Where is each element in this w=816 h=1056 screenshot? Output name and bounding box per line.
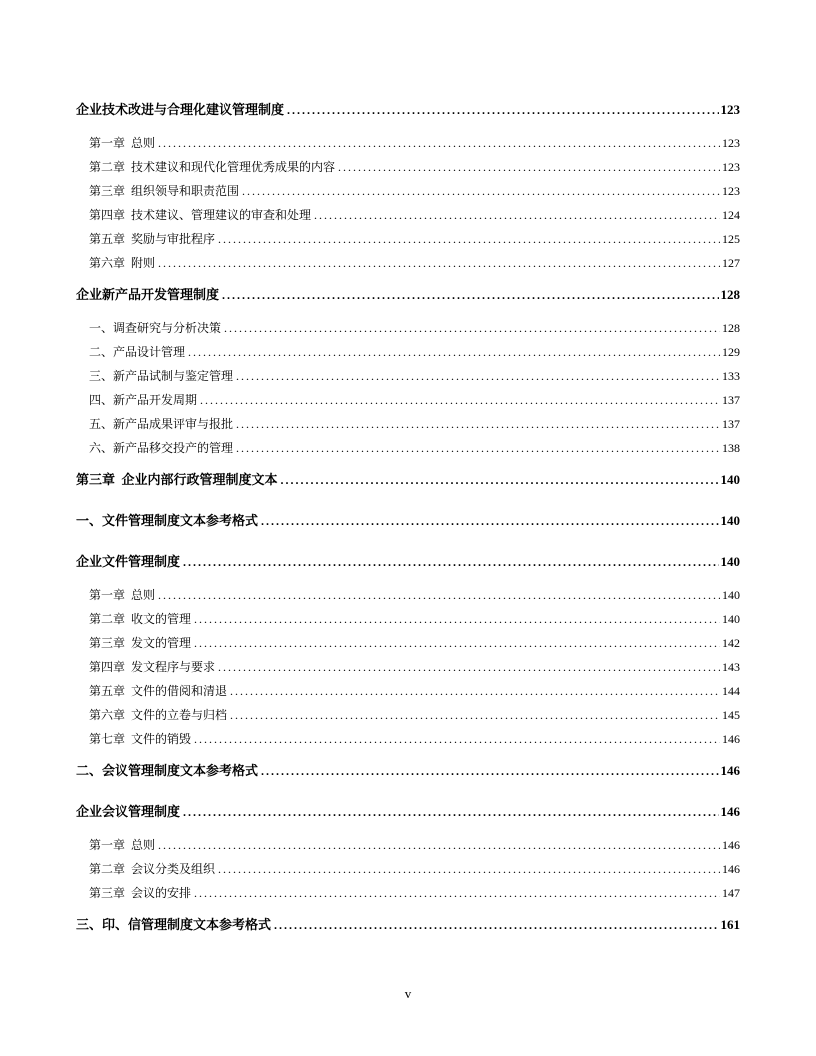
- toc-entry-row[interactable]: [76, 583, 740, 607]
- toc-entry-row[interactable]: [76, 436, 740, 460]
- toc-entry-label: 第三章 发文的管理: [89, 636, 192, 650]
- dot-leader: [222, 283, 718, 307]
- toc-entry-page: 128: [722, 321, 740, 335]
- toc-entry-row[interactable]: [76, 203, 740, 227]
- toc-entry-label: 四、新产品开发周期: [89, 393, 198, 407]
- toc-entry-row[interactable]: [76, 227, 740, 251]
- toc-entry-row[interactable]: [76, 857, 740, 881]
- toc-entry-page: 128: [720, 287, 740, 302]
- toc-entry-page: 145: [722, 708, 740, 722]
- toc-entry-label: 第六章 附则: [89, 256, 156, 270]
- dot-leader: [200, 388, 720, 412]
- toc-entry-label: 二、会议管理制度文本参考格式: [76, 763, 259, 778]
- dot-leader: [218, 655, 720, 679]
- toc-entry-row[interactable]: [76, 179, 740, 203]
- dot-leader: [261, 759, 718, 783]
- toc-entry-row[interactable]: [76, 727, 740, 751]
- dot-leader: [194, 727, 720, 751]
- footer-page-number: v: [404, 986, 412, 1001]
- toc-entry-page: 140: [722, 588, 740, 602]
- toc-entry-label: 企业新产品开发管理制度: [76, 287, 220, 302]
- dot-leader: [236, 412, 720, 436]
- toc-entry-row[interactable]: [76, 364, 740, 388]
- toc-entry-page: 140: [722, 612, 740, 626]
- toc-entry-page: 127: [722, 256, 740, 270]
- toc-entry-page: 123: [722, 160, 740, 174]
- toc-heading-row[interactable]: [76, 468, 740, 492]
- dot-leader: [287, 98, 718, 122]
- toc-entry-page: 125: [722, 232, 740, 246]
- toc-heading-row[interactable]: [76, 550, 740, 574]
- dot-leader: [314, 203, 720, 227]
- toc-entry-page: 124: [722, 208, 740, 222]
- dot-leader: [194, 881, 720, 905]
- toc-entry-label: 第一章 总则: [89, 838, 156, 852]
- toc-entry-page: 140: [720, 554, 740, 569]
- dot-leader: [158, 251, 720, 275]
- toc-entry-label: 一、调查研究与分析决策: [89, 321, 222, 335]
- dot-leader: [183, 800, 718, 824]
- toc-entry-page: 140: [720, 513, 740, 528]
- dot-leader: [218, 227, 720, 251]
- dot-leader: [236, 436, 720, 460]
- toc-entry-label: 第三章 企业内部行政管理制度文本: [76, 472, 278, 487]
- toc-entry-label: 二、产品设计管理: [89, 345, 186, 359]
- toc-entry-label: 企业会议管理制度: [76, 804, 181, 819]
- toc-entry-page: 142: [722, 636, 740, 650]
- toc-entry-page: 123: [722, 184, 740, 198]
- toc-entry-label: 第二章 会议分类及组织: [89, 862, 216, 876]
- toc-entry-label: 一、文件管理制度文本参考格式: [76, 513, 259, 528]
- dot-leader: [158, 131, 720, 155]
- toc-heading-row[interactable]: [76, 913, 740, 937]
- toc-entry-label: 企业技术改进与合理化建议管理制度: [76, 102, 285, 117]
- toc-entry-label: 第二章 技术建议和现代化管理优秀成果的内容: [89, 160, 336, 174]
- toc-entry-label: 第五章 奖励与审批程序: [89, 232, 216, 246]
- toc-entry-page: 147: [722, 886, 740, 900]
- toc-entry-row[interactable]: [76, 703, 740, 727]
- dot-leader: [236, 364, 720, 388]
- dot-leader: [224, 316, 720, 340]
- toc-entry-page: 146: [722, 732, 740, 746]
- toc-entry-row[interactable]: [76, 251, 740, 275]
- toc-entry-row[interactable]: [76, 131, 740, 155]
- dot-leader: [194, 607, 720, 631]
- toc-entry-label: 第一章 总则: [89, 136, 156, 150]
- toc-entry-row[interactable]: [76, 412, 740, 436]
- toc-entry-label: 第三章 组织领导和职责范围: [89, 184, 240, 198]
- dot-leader: [230, 679, 720, 703]
- toc-entry-row[interactable]: [76, 655, 740, 679]
- toc-entry-label: 第一章 总则: [89, 588, 156, 602]
- toc-heading-row[interactable]: [76, 759, 740, 783]
- toc-heading-row[interactable]: [76, 509, 740, 533]
- toc-entry-page: 146: [720, 763, 740, 778]
- toc-entry-row[interactable]: [76, 607, 740, 631]
- dot-leader: [274, 913, 718, 937]
- toc-entry-label: 五、新产品成果评审与报批: [89, 417, 234, 431]
- table-of-contents: [76, 90, 740, 946]
- toc-entry-row[interactable]: [76, 388, 740, 412]
- toc-entry-label: 第四章 技术建议、管理建议的审查和处理: [89, 208, 312, 222]
- toc-entry-label: 三、新产品试制与鉴定管理: [89, 369, 234, 383]
- dot-leader: [261, 509, 718, 533]
- toc-entry-page: 138: [722, 441, 740, 455]
- toc-entry-page: 144: [722, 684, 740, 698]
- toc-entry-page: 123: [720, 102, 740, 117]
- dot-leader: [183, 550, 718, 574]
- toc-entry-page: 140: [720, 472, 740, 487]
- toc-entry-label: 第五章 文件的借阅和清退: [89, 684, 228, 698]
- dot-leader: [194, 631, 720, 655]
- toc-entry-label: 六、新产品移交投产的管理: [89, 441, 234, 455]
- toc-entry-label: 第七章 文件的销毁: [89, 732, 192, 746]
- toc-entry-label: 第二章 收文的管理: [89, 612, 192, 626]
- toc-entry-page: 137: [722, 417, 740, 431]
- toc-entry-page: 146: [722, 838, 740, 852]
- toc-entry-page: 123: [722, 136, 740, 150]
- toc-entry-row[interactable]: [76, 340, 740, 364]
- toc-entry-row[interactable]: [76, 679, 740, 703]
- toc-heading-row[interactable]: [76, 98, 740, 122]
- toc-entry-label: 第三章 会议的安排: [89, 886, 192, 900]
- toc-entry-label: 三、印、信管理制度文本参考格式: [76, 917, 272, 932]
- toc-heading-row[interactable]: [76, 283, 740, 307]
- dot-leader: [338, 155, 720, 179]
- dot-leader: [230, 703, 720, 727]
- dot-leader: [218, 857, 720, 881]
- toc-entry-row[interactable]: [76, 833, 740, 857]
- toc-entry-row[interactable]: [76, 155, 740, 179]
- toc-entry-label: 企业文件管理制度: [76, 554, 181, 569]
- toc-entry-page: 161: [720, 917, 740, 932]
- toc-entry-row[interactable]: [76, 631, 740, 655]
- toc-entry-page: 129: [722, 345, 740, 359]
- dot-leader: [158, 833, 720, 857]
- toc-heading-row[interactable]: [76, 800, 740, 824]
- toc-entry-label: 第四章 发文程序与要求: [89, 660, 216, 674]
- toc-entry-page: 137: [722, 393, 740, 407]
- dot-leader: [281, 468, 719, 492]
- dot-leader: [242, 179, 720, 203]
- dot-leader: [188, 340, 720, 364]
- toc-entry-label: 第六章 文件的立卷与归档: [89, 708, 228, 722]
- toc-entry-row[interactable]: [76, 316, 740, 340]
- toc-entry-page: 146: [722, 862, 740, 876]
- dot-leader: [158, 583, 720, 607]
- toc-entry-page: 146: [720, 804, 740, 819]
- toc-entry-page: 143: [722, 660, 740, 674]
- toc-entry-row[interactable]: [76, 881, 740, 905]
- toc-entry-page: 133: [722, 369, 740, 383]
